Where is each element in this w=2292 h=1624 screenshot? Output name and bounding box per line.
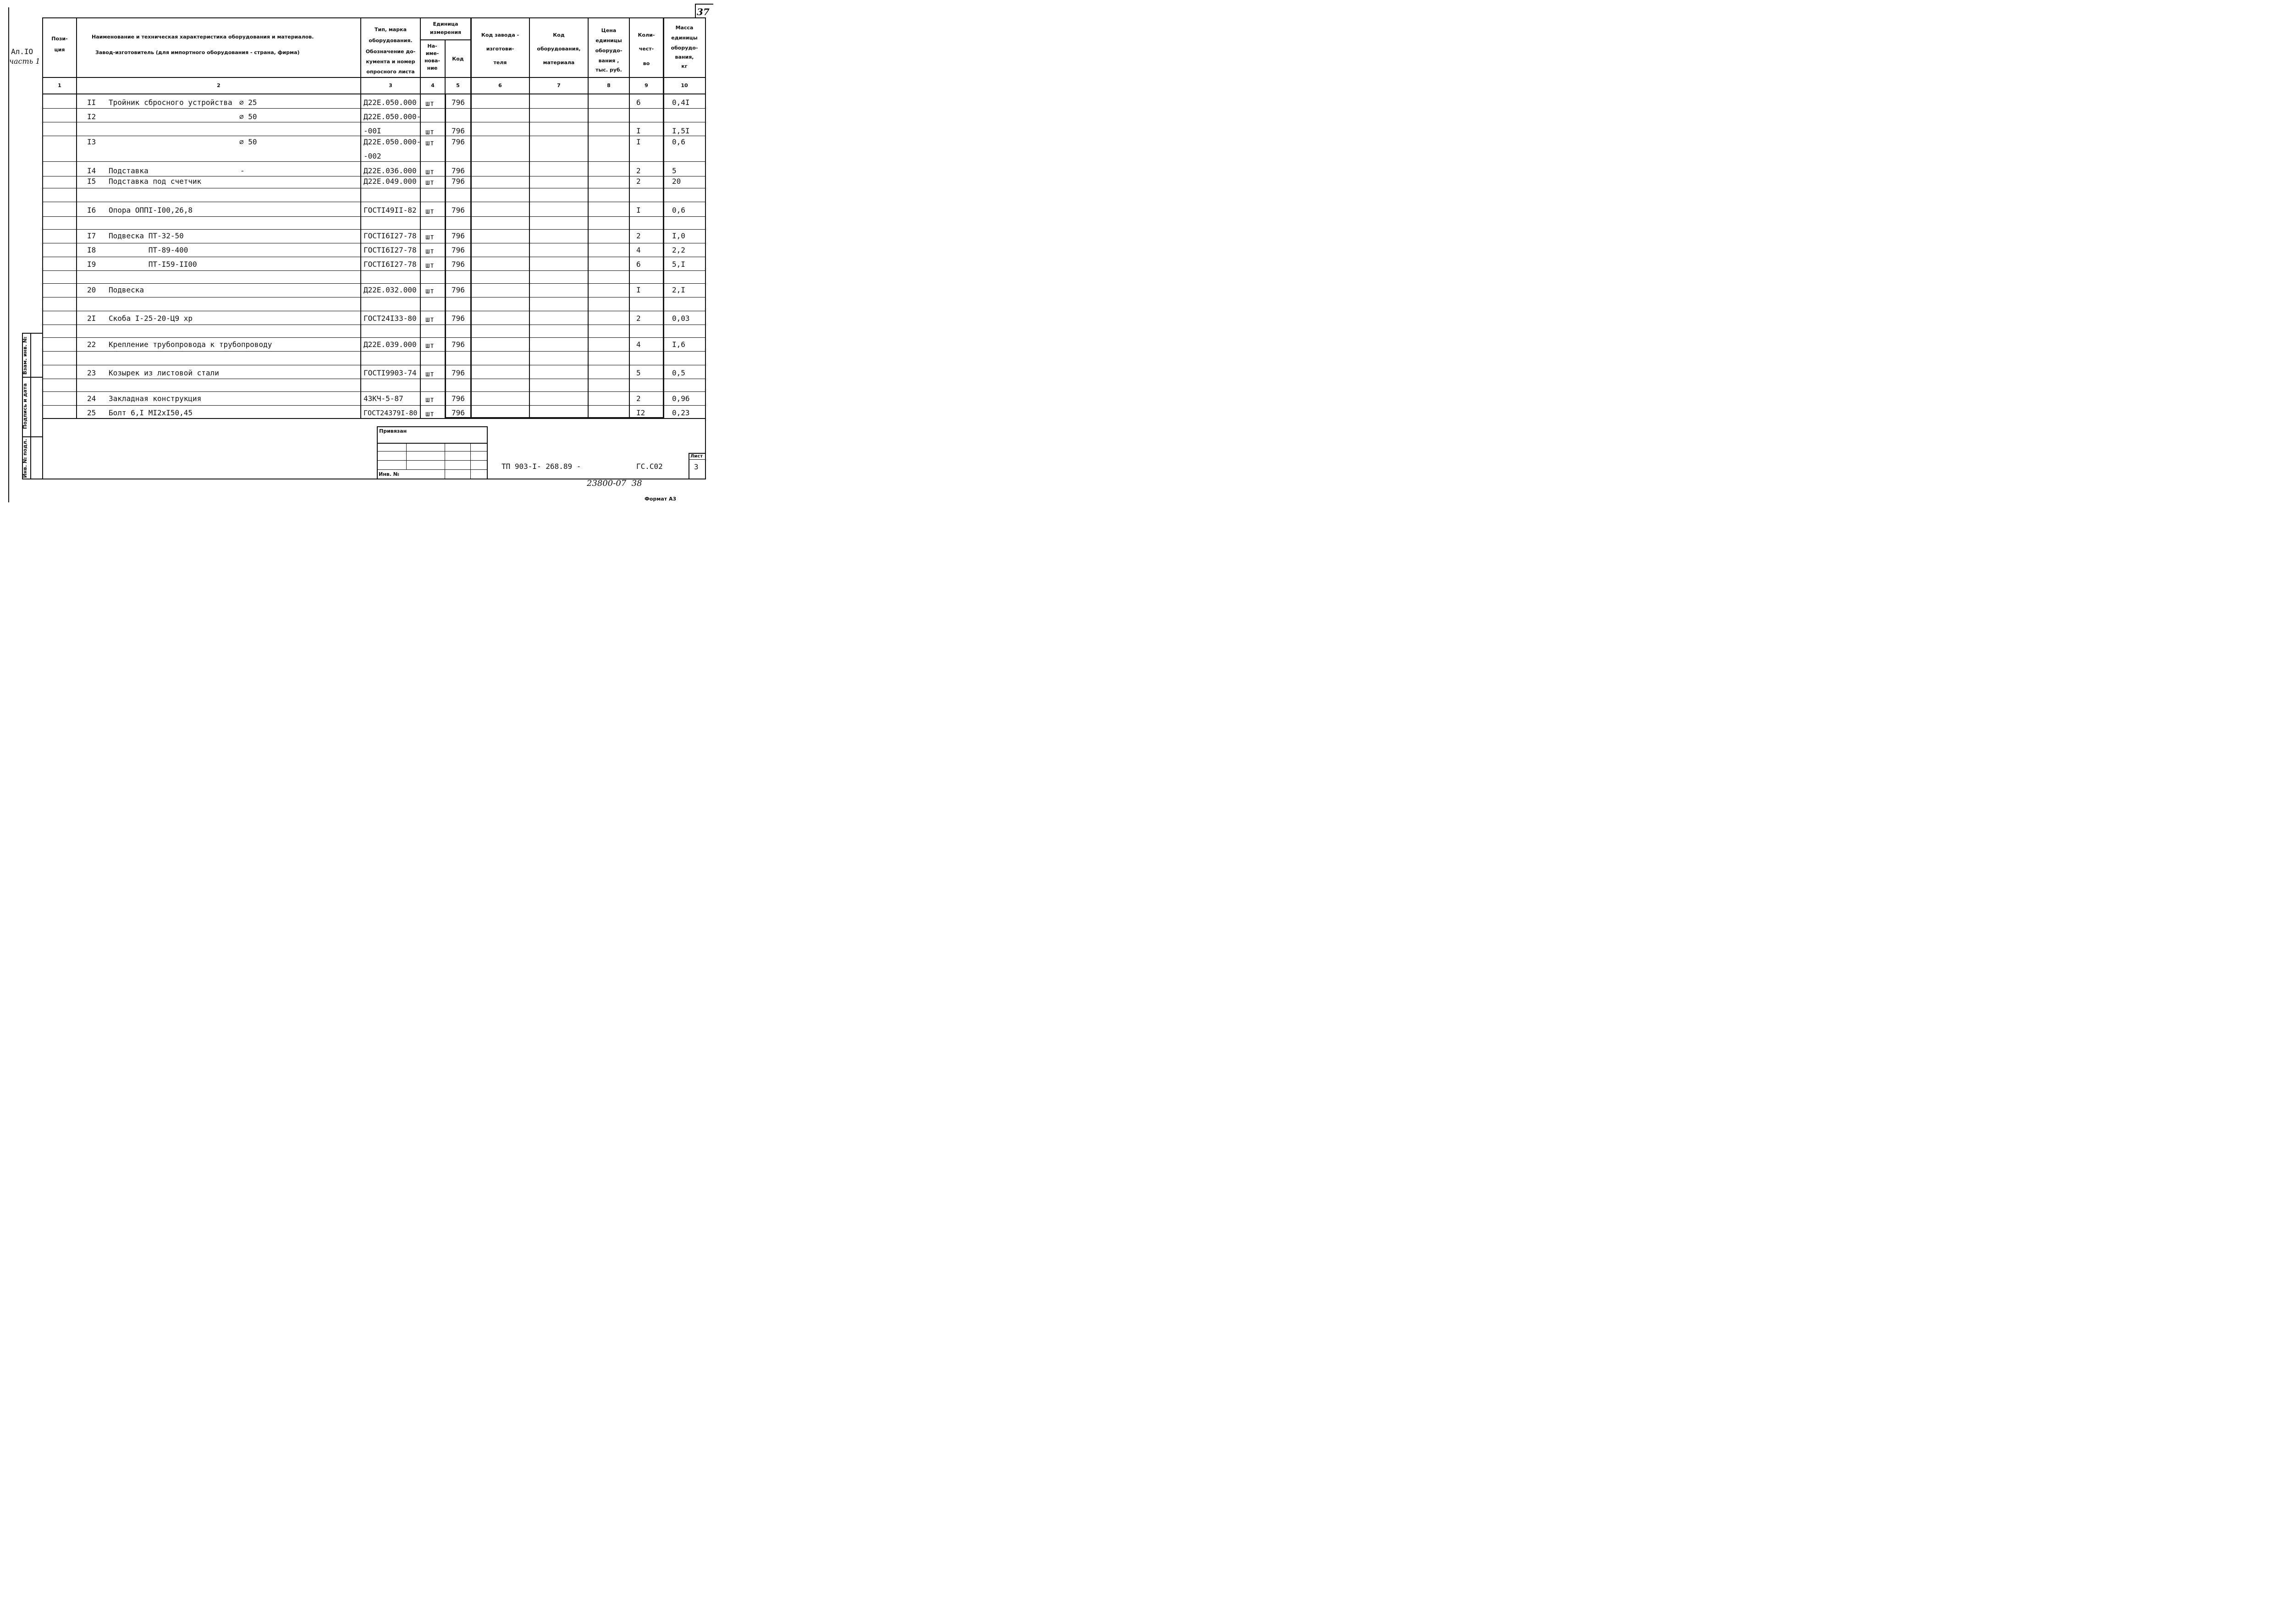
row-mass: 2,I xyxy=(672,286,685,294)
row-code: 796 xyxy=(452,246,465,254)
row-unit: шт xyxy=(425,341,435,350)
sheet-number-corner: 37 xyxy=(697,6,710,17)
header-type-1: Тип, марка xyxy=(375,27,407,33)
row-type: -002 xyxy=(364,152,381,160)
row-qty: I xyxy=(636,127,641,135)
col-number-4: 4 xyxy=(431,83,435,88)
row-name: Крепление трубопровода к трубопроводу xyxy=(109,340,272,349)
row-type: Д22Е.039.000 xyxy=(364,340,417,349)
row-code: 796 xyxy=(452,138,465,146)
header-qty-2: чест- xyxy=(639,46,654,52)
col-number-9: 9 xyxy=(645,83,648,88)
row-unit: шт xyxy=(425,167,435,176)
header-factory-3: теля xyxy=(493,60,507,66)
col-number-10: 10 xyxy=(681,83,688,88)
header-qty-3: во xyxy=(643,61,650,66)
header-name-1: Наименование и техническая характеристика оборудования и материалов. xyxy=(92,34,314,40)
sheet-label: Лист xyxy=(690,454,703,459)
row-type: ГОСТI6I27-78 xyxy=(364,260,417,269)
row-pos: I4 xyxy=(87,166,96,175)
row-code: 796 xyxy=(452,286,465,294)
row-pos: 25 xyxy=(87,408,96,417)
row-code: 796 xyxy=(452,340,465,349)
row-unit: шт xyxy=(425,207,435,215)
handwritten-number: 23800-07 38 xyxy=(587,479,642,488)
col-number-5: 5 xyxy=(456,83,460,88)
row-unit: шт xyxy=(425,286,435,295)
row-code: 796 xyxy=(452,369,465,377)
row-qty: I xyxy=(636,138,641,146)
row-name: Закладная конструкция xyxy=(109,394,202,403)
header-unit-code: Код xyxy=(452,56,464,62)
header-equip-1: Код xyxy=(553,32,565,38)
header-unit-name-1: На- xyxy=(427,43,437,49)
header-unit-name-4: ние xyxy=(427,65,438,71)
row-name: Козырек из листовой стали xyxy=(109,369,219,377)
header-equip-3: материала xyxy=(543,60,575,66)
row-type: ГОСТ24I33-80 xyxy=(364,314,417,323)
row-type: ГОСТI49II-82 xyxy=(364,206,417,215)
row-mass: 0,4I xyxy=(672,98,690,107)
row-pos: I2 xyxy=(87,112,96,121)
header-pos-1: Пози- xyxy=(51,36,68,42)
row-name: Скоба I-25-20-Ц9 хр xyxy=(109,314,193,323)
row-pos: I6 xyxy=(87,206,96,215)
row-qty: 6 xyxy=(636,98,641,107)
col-number-2: 2 xyxy=(217,83,220,88)
row-extra: ∅ 25 xyxy=(239,98,257,107)
row-code: 796 xyxy=(452,177,465,186)
row-unit: шт xyxy=(425,247,435,255)
row-unit: шт xyxy=(425,315,435,324)
header-mass-2: единицы xyxy=(671,35,698,41)
header-unit-name-3: нова- xyxy=(424,58,441,64)
row-mass: 0,6 xyxy=(672,138,685,146)
header-unit-2: измерения xyxy=(430,29,462,35)
col-number-3: 3 xyxy=(389,83,392,88)
row-code: 796 xyxy=(452,231,465,240)
row-code: 796 xyxy=(452,408,465,417)
row-qty: 2 xyxy=(636,314,641,323)
row-code: 796 xyxy=(452,206,465,215)
row-pos: I9 xyxy=(87,260,96,269)
row-qty: 4 xyxy=(636,340,641,349)
row-pos: 20 xyxy=(87,286,96,294)
row-mass: I,0 xyxy=(672,231,685,240)
row-extra: - xyxy=(240,166,245,175)
row-name: Подвеска xyxy=(109,286,144,294)
row-mass: 20 xyxy=(672,177,681,186)
document-code: ТП 903-I- 268.89 - xyxy=(501,462,581,471)
header-factory-2: изготови- xyxy=(486,46,514,52)
side-stamp-signature-date: Подпись и дата xyxy=(22,383,28,429)
row-mass: 2,2 xyxy=(672,246,685,254)
row-mass: I,6 xyxy=(672,340,685,349)
row-code: 796 xyxy=(452,394,465,403)
row-unit: шт xyxy=(425,395,435,404)
header-type-4: кумента и номер xyxy=(366,59,415,65)
row-code: 796 xyxy=(452,314,465,323)
row-qty: 2 xyxy=(636,231,641,240)
header-type-2: оборудования. xyxy=(369,38,413,44)
sheet-number: 3 xyxy=(694,462,699,471)
row-name: Опора ОППI-I00,26,8 xyxy=(109,206,193,215)
header-price-1: Цена xyxy=(601,28,617,33)
format-label: Формат А3 xyxy=(645,496,677,502)
row-type: Д22Е.050.000- xyxy=(364,138,421,146)
row-extra: ∅ 50 xyxy=(239,112,257,121)
row-type: ГОСТI6I27-78 xyxy=(364,246,417,254)
row-qty: I xyxy=(636,206,641,215)
row-code: 796 xyxy=(452,98,465,107)
row-type: Д22Е.050.000 xyxy=(364,98,417,107)
side-stamp-replace-inv: Взам. инв. № xyxy=(22,336,28,375)
header-qty-1: Коли- xyxy=(638,32,655,38)
row-unit: шт xyxy=(425,232,435,241)
row-unit: шт xyxy=(425,99,435,108)
row-type: 43КЧ-5-87 xyxy=(364,394,403,403)
row-type: ГОСТI6I27-78 xyxy=(364,231,417,240)
row-type: Д22Е.049.000 xyxy=(364,177,417,186)
row-type: -00I xyxy=(364,127,381,135)
row-qty: I2 xyxy=(636,408,645,417)
row-type: Д22Е.050.000- xyxy=(364,112,421,121)
row-pos: 2I xyxy=(87,314,96,323)
row-unit: шт xyxy=(425,127,435,136)
col-number-1: 1 xyxy=(58,83,61,88)
header-price-3: оборудо- xyxy=(595,48,623,54)
row-type: ГОСТ24379I-80 xyxy=(364,409,418,417)
row-name: ПТ-89-400 xyxy=(109,246,188,254)
row-mass: 0,5 xyxy=(672,369,685,377)
header-equip-2: оборудования, xyxy=(537,46,581,52)
row-qty: 6 xyxy=(636,260,641,269)
header-name-2: Завод-изготовитель (для импортного оборудования - страна, фирма) xyxy=(95,50,300,55)
row-unit: шт xyxy=(425,409,435,418)
row-name: Подставка xyxy=(109,166,149,175)
header-price-5: тыс. руб. xyxy=(595,67,622,73)
row-name: ПТ-I59-II00 xyxy=(109,260,197,269)
row-unit: шт xyxy=(425,138,435,147)
row-name: Болт 6,I МI2хI50,45 xyxy=(109,408,193,417)
row-type: Д22Е.032.000 xyxy=(364,286,417,294)
album-ref: Ал.IO xyxy=(11,47,33,56)
row-mass: 5 xyxy=(672,166,677,175)
row-mass: 0,96 xyxy=(672,394,690,403)
header-price-4: вания , xyxy=(598,58,619,64)
row-name: Подвеска ПТ-32-50 xyxy=(109,231,184,240)
header-mass-4: вания, xyxy=(675,54,694,60)
row-type: ГОСТI9903-74 xyxy=(364,369,417,377)
header-mass-5: кг xyxy=(681,63,688,69)
row-qty: I xyxy=(636,286,641,294)
header-mass-3: оборудо- xyxy=(671,45,698,51)
header-type-5: опросного листа xyxy=(366,69,415,75)
header-unit-name-2: име- xyxy=(425,50,439,56)
row-code: 796 xyxy=(452,127,465,135)
row-unit: шт xyxy=(425,261,435,270)
row-pos: 23 xyxy=(87,369,96,377)
col-number-8: 8 xyxy=(607,83,611,88)
row-unit: шт xyxy=(425,369,435,378)
frame-top xyxy=(42,17,706,18)
document-mark: ГС.С02 xyxy=(636,462,663,471)
row-mass: 0,03 xyxy=(672,314,690,323)
row-mass: I,5I xyxy=(672,127,690,135)
inventory-label: Инв. № xyxy=(379,471,400,477)
row-qty: 2 xyxy=(636,177,641,186)
row-name: Подставка под счетчик xyxy=(109,177,202,186)
row-qty: 2 xyxy=(636,166,641,175)
row-code: 796 xyxy=(452,166,465,175)
col-number-7: 7 xyxy=(557,83,561,88)
row-pos: II xyxy=(87,98,96,107)
row-pos: 22 xyxy=(87,340,96,349)
row-qty: 2 xyxy=(636,394,641,403)
header-pos-2: ция xyxy=(54,47,65,53)
row-pos: I5 xyxy=(87,177,96,186)
row-pos: I7 xyxy=(87,231,96,240)
row-mass: 5,I xyxy=(672,260,685,269)
row-qty: 5 xyxy=(636,369,641,377)
side-stamp-orig-inv: Инв. № подл. xyxy=(22,439,28,478)
col-number-6: 6 xyxy=(498,83,502,88)
row-qty: 4 xyxy=(636,246,641,254)
header-mass-1: Масса xyxy=(675,25,694,31)
row-type: Д22Е.036.000 xyxy=(364,166,417,175)
bound-label: Привязан xyxy=(379,428,407,434)
header-type-3: Обозначение до- xyxy=(365,49,416,55)
part-ref: часть 1 xyxy=(9,57,40,66)
row-pos: 24 xyxy=(87,394,96,403)
row-name: Тройник сбросного устройства xyxy=(109,98,232,107)
frame-right xyxy=(705,17,706,479)
header-unit-1: Единица xyxy=(433,21,458,27)
row-mass: 0,6 xyxy=(672,206,685,215)
row-mass: 0,23 xyxy=(672,408,690,417)
document-page xyxy=(0,0,719,507)
row-pos: I3 xyxy=(87,138,96,146)
row-pos: I8 xyxy=(87,246,96,254)
header-price-2: единицы xyxy=(595,38,622,44)
row-code: 796 xyxy=(452,260,465,269)
header-factory-1: Код завода - xyxy=(481,32,519,38)
row-unit: шт xyxy=(425,178,435,187)
row-extra: ∅ 50 xyxy=(239,138,257,146)
